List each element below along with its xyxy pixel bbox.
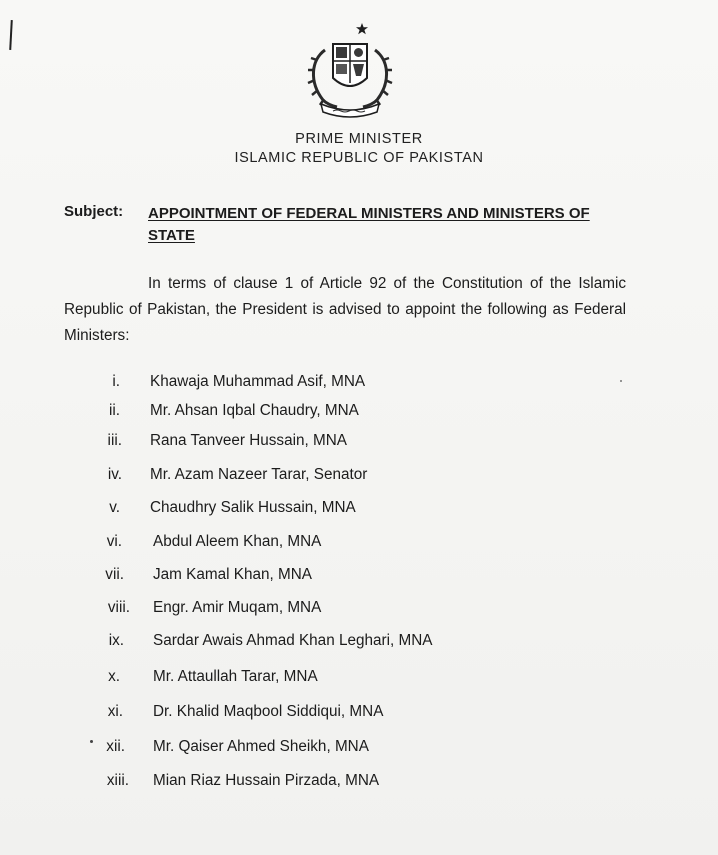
list-item [0, 599, 718, 623]
list-numeral: ii. [108, 402, 120, 419]
minister-name: Sardar Awais Ahmad Khan Leghari, MNA [153, 632, 433, 649]
list-item [0, 772, 718, 796]
subject-label: Subject: [64, 203, 124, 220]
minister-name: Jam Kamal Khan, MNA [153, 566, 312, 583]
list-item [0, 499, 718, 523]
list-numeral: ix. [108, 632, 124, 649]
margin-mark [9, 20, 13, 50]
list-item [0, 703, 718, 727]
list-item [0, 466, 718, 490]
list-numeral: iii. [107, 432, 122, 449]
list-numeral: vii. [105, 566, 124, 583]
list-item [0, 533, 718, 557]
minister-name: Mr. Attaullah Tarar, MNA [153, 668, 318, 685]
minister-name: Mr. Qaiser Ahmed Sheikh, MNA [153, 738, 369, 755]
minister-name: Khawaja Muhammad Asif, MNA [150, 373, 366, 390]
list-item [0, 432, 718, 456]
letterhead-subtitle: ISLAMIC REPUBLIC OF PAKISTAN [234, 150, 484, 166]
body-paragraph: In terms of clause 1 of Article 92 of the Constitution of the Islamic Republic of Pakistan, the President is advised to appoint the following as Federal Ministers: [64, 275, 626, 344]
list-item [0, 738, 718, 762]
list-numeral: xi. [107, 703, 123, 720]
minister-name: Mr. Azam Nazeer Tarar, Senator [150, 466, 368, 483]
minister-name: Chaudhry Salik Hussain, MNA [150, 499, 356, 516]
minister-name: Dr. Khalid Maqbool Siddiqui, MNA [153, 703, 384, 720]
ink-dot [90, 740, 93, 743]
ink-dot [620, 380, 622, 382]
list-item [0, 632, 718, 656]
list-item [0, 402, 718, 426]
list-numeral: viii. [107, 599, 130, 616]
list-numeral: v. [109, 499, 120, 516]
list-numeral: xiii. [106, 772, 129, 789]
list-item [0, 668, 718, 692]
list-numeral: xii. [106, 738, 125, 755]
letterhead-title: PRIME MINISTER [295, 131, 423, 147]
list-numeral: i. [112, 373, 120, 390]
minister-name: Abdul Aleem Khan, MNA [153, 533, 322, 550]
list-item [0, 566, 718, 590]
list-item [0, 373, 718, 397]
subject-text: APPOINTMENT OF FEDERAL MINISTERS AND MINISTERS OF STATE [148, 205, 590, 244]
list-numeral: x. [108, 668, 120, 685]
list-numeral: vi. [106, 533, 122, 550]
state-emblem-icon [303, 20, 397, 118]
minister-name: Engr. Amir Muqam, MNA [153, 599, 322, 616]
list-numeral: iv. [107, 466, 122, 483]
minister-name: Mr. Ahsan Iqbal Chaudry, MNA [150, 402, 359, 419]
minister-name: Rana Tanveer Hussain, MNA [150, 432, 347, 449]
minister-name: Mian Riaz Hussain Pirzada, MNA [153, 772, 380, 789]
